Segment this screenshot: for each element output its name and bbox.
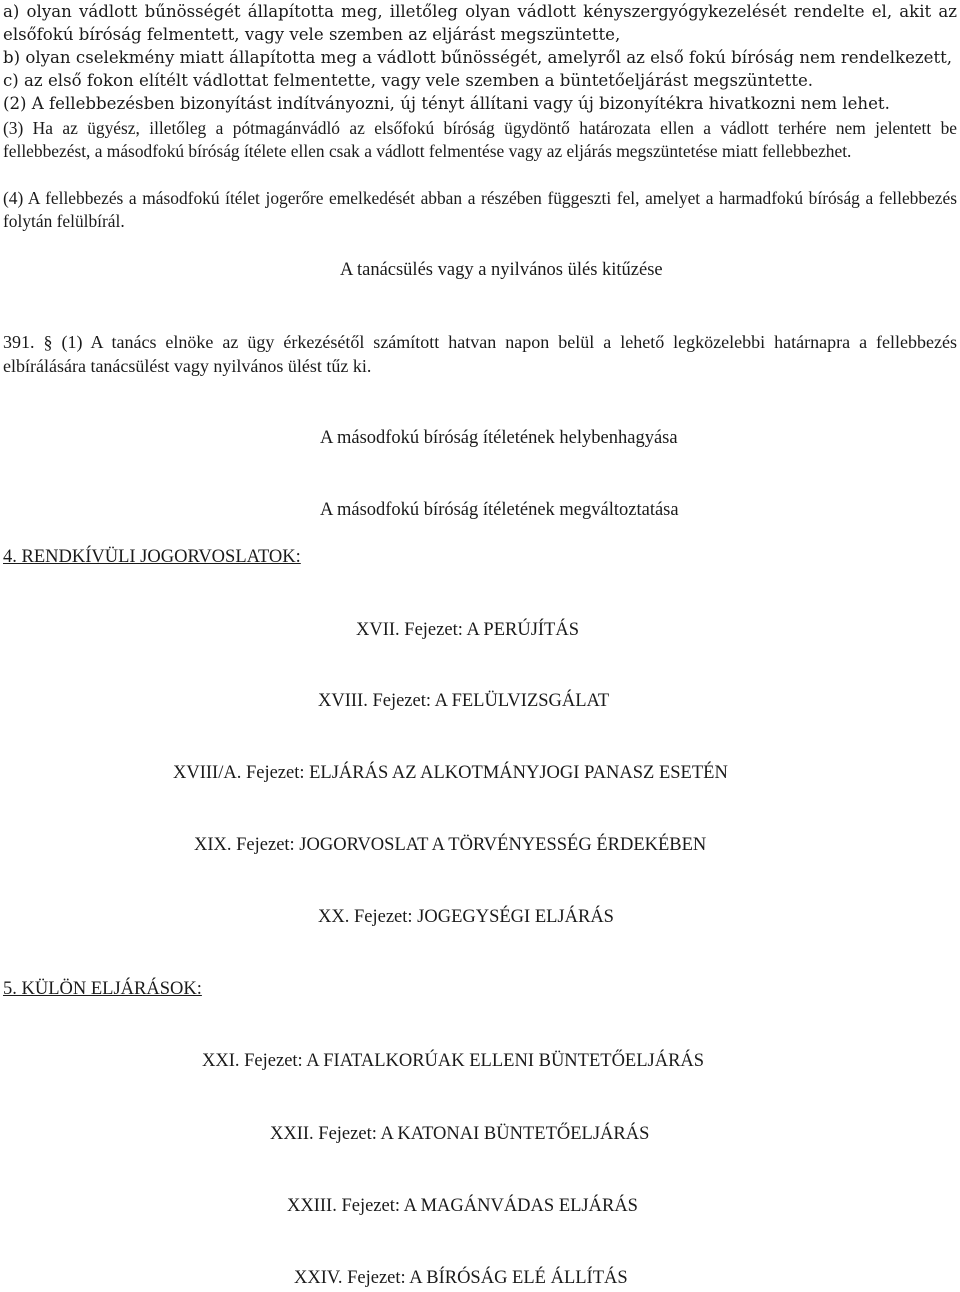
chapter-18: XVIII. Fejezet: A FELÜLVIZSGÁLAT [318,691,610,711]
chapter-19: XIX. Fejezet: JOGORVOSLAT A TÖRVÉNYESSÉG ÉRDEKÉBEN [194,835,707,855]
chapter-21: XXI. Fejezet: A FIATALKORÚAK ELLENI BÜNTETŐELJÁRÁS [202,1051,705,1071]
chapter-20: XX. Fejezet: JOGEGYSÉGI ELJÁRÁS [318,907,614,927]
item-a: a) olyan vádlott bűnösségét állapította meg, illetőleg olyan vádlott kényszergyógykezelését rendelte el, akit az elsőfokú bíróság felmentett, vagy vele szemben az eljárást megszüntette, [3,2,957,44]
item-c: c) az első fokon elítélt vádlottat felmentette, vagy vele szemben a büntetőeljárást megszüntette. [3,71,814,90]
chapter-18a: XVIII/A. Fejezet: ELJÁRÁS AZ ALKOTMÁNYJOGI PANASZ ESETÉN [173,763,728,783]
heading-session: A tanácsülés vagy a nyilvános ülés kitűzése [340,260,663,280]
paragraph-3: (3) Ha az ügyész, illetőleg a pótmagánvádló az elsőfokú bíróság ügydöntő határozata ellen a vádlott terhére nem jelentett be fellebbezést, a másodfokú bíróság ítélete ellen csak a vádlott felmentése vagy az eljárás megszüntetése miatt fellebbezhet. [3,118,957,161]
heading-upheld: A másodfokú bíróság ítéletének helybenhagyása [320,428,678,448]
heading-changed: A másodfokú bíróság ítéletének megváltoztatása [320,500,679,520]
paragraph-2: (2) A fellebbezésben bizonyítást indítványozni, új tényt állítani vagy új bizonyítékra hivatkozni nem lehet. [3,94,890,113]
section-391: 391. § (1) A tanács elnöke az ügy érkezésétől számított hatvan napon belül a lehető legközelebbi határnapra a fellebbezés elbírálására tanácsülést vagy nyilvános ülést tűz ki. [3,332,957,376]
section-4-title: 4. RENDKÍVÜLI JOGORVOSLATOK: [3,547,301,567]
paragraph-4: (4) A fellebbezés a másodfokú ítélet jogerőre emelkedését abban a részében függeszti fel, amelyet a harmadfokú bíróság a fellebbezés folytán felülbírál. [3,188,957,231]
chapter-17: XVII. Fejezet: A PERÚJÍTÁS [356,620,580,640]
section-5-title: 5. KÜLÖN ELJÁRÁSOK: [3,979,202,999]
chapter-22: XXII. Fejezet: A KATONAI BÜNTETŐELJÁRÁS [270,1124,650,1144]
chapter-23: XXIII. Fejezet: A MAGÁNVÁDAS ELJÁRÁS [287,1196,638,1216]
item-b: b) olyan cselekmény miatt állapította meg a vádlott bűnösségét, amelyről az első fokú bíróság nem rendelkezett, [3,48,953,67]
chapter-24: XXIV. Fejezet: A BÍRÓSÁG ELÉ ÁLLÍTÁS [294,1268,628,1288]
